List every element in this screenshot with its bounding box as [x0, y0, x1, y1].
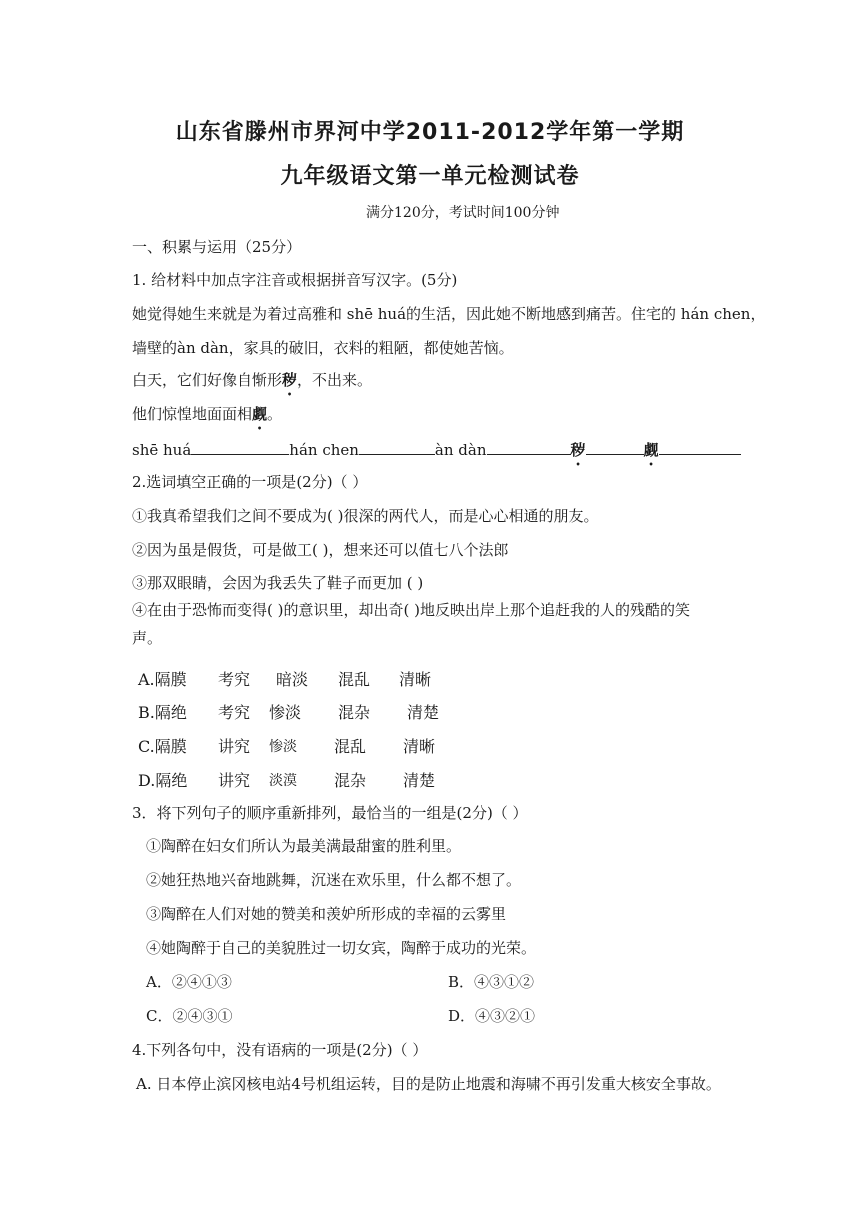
option-word: 混乱 [338, 670, 371, 689]
option-word: 讲究 [218, 771, 251, 790]
document-title: 山东省滕州市界河中学2011-2012学年第一学期 [175, 120, 685, 145]
option-word: 惨淡 [269, 703, 302, 722]
question-1-sentence-2 [132, 370, 372, 399]
option-word: 清晰 [399, 670, 432, 689]
option-word: 清楚 [407, 703, 440, 722]
question-3-prompt: 3．将下列句子的顺序重新排列，最恰当的一组是(2分)（ ） [132, 804, 528, 822]
answer-blank[interactable] [191, 438, 289, 455]
question-3-option-a[interactable]: A．②④①③ [146, 973, 232, 991]
question-2-option-c[interactable] [0, 734, 860, 758]
question-2-option-d[interactable] [0, 768, 860, 792]
blank-label: shē huá [132, 441, 192, 459]
option-word: 混乱 [334, 737, 367, 756]
sentence-text: ，不出来。 [297, 371, 373, 389]
section-heading: 一、积累与运用（25分） [132, 238, 302, 256]
option-word: 讲究 [218, 737, 251, 756]
question-1-prompt: 1. 给材料中加点字注音或根据拼音写汉字。(5分) [132, 271, 458, 289]
answer-blank[interactable] [586, 438, 644, 455]
option-word: 混杂 [334, 771, 367, 790]
sentence-text: 白天，它们好像自惭形 [132, 371, 283, 389]
sentence-text: 他们惊惶地面面相 [132, 405, 253, 423]
option-word: 暗淡 [276, 670, 309, 689]
document-subtitle: 九年级语文第一单元检测试卷 [280, 164, 580, 189]
dotted-character: 秽 [282, 371, 298, 389]
blank-label: 觑 [643, 441, 659, 459]
sentence-text: 。 [267, 405, 283, 423]
option-word: 清楚 [403, 771, 436, 790]
question-2-sentence-4: ④在由于恐怖而变得( )的意识里，却出奇( )地反映出岸上那个追赶我的人的残酷的笑 [132, 601, 690, 619]
answer-blank[interactable] [659, 438, 741, 455]
question-3-sentence-4: ④她陶醉于自己的美貌胜过一切女宾，陶醉于成功的光荣。 [146, 939, 537, 957]
question-2-sentence-1: ①我真希望我们之间不要成为( )很深的两代人，而是心心相通的朋友。 [132, 507, 599, 525]
option-word: 混杂 [338, 703, 371, 722]
question-3-option-c[interactable]: C．②④③① [146, 1007, 233, 1025]
option-label: C.隔膜 [138, 737, 187, 756]
question-2-option-a[interactable] [0, 667, 860, 691]
blank-label: 秽 [570, 441, 586, 459]
answer-blank[interactable] [487, 438, 571, 455]
question-3-option-b[interactable]: B．④③①② [448, 973, 535, 991]
option-word: 考究 [218, 703, 251, 722]
dotted-character: 觑 [252, 405, 268, 423]
option-label: D.隔绝 [138, 771, 188, 790]
answer-blank[interactable] [359, 438, 435, 455]
question-3-option-d[interactable]: D．④③②① [448, 1007, 536, 1025]
question-4-option-a[interactable]: A. 日本停止滨冈核电站4号机组运转，目的是防止地震和海啸不再引发重大核安全事故。 [136, 1075, 721, 1093]
question-3-sentence-2: ②她狂热地兴奋地跳舞，沉迷在欢乐里，什么都不想了。 [146, 871, 522, 889]
question-3-sentence-1: ①陶醉在妇女们所认为最美满最甜蜜的胜利里。 [146, 837, 462, 855]
option-word: 淡漠 [269, 773, 297, 789]
question-1-sentence-3 [132, 404, 282, 433]
question-1-passage-line-1: 她觉得她生来就是为着过高雅和 shē huá的生活，因此她不断地感到痛苦。住宅的 hán chen， [132, 305, 766, 323]
question-2-prompt: 2.选词填空正确的一项是(2分)（ ） [132, 473, 368, 491]
option-word: 清晰 [403, 737, 436, 756]
question-1-passage-line-2: 墙壁的àn dàn，家具的破旧，衣料的粗陋，都使她苦恼。 [132, 339, 514, 357]
option-word: 惨淡 [269, 739, 297, 755]
question-3-sentence-3: ③陶醉在人们对她的赞美和羡妒所形成的幸福的云雾里 [146, 905, 507, 923]
blank-label: hán chen [289, 441, 359, 459]
option-label: B.隔绝 [138, 703, 187, 722]
exam-info: 满分120分，考试时间100分钟 [366, 205, 560, 221]
question-2-sentence-2: ②因为虽是假货，可是做工( )，想来还可以值七八个法郎 [132, 541, 509, 559]
option-label: A.隔膜 [138, 670, 187, 689]
question-1-answer-blanks [132, 438, 741, 469]
question-2-sentence-3: ③那双眼睛，会因为我丢失了鞋子而更加 ( ) [132, 574, 424, 592]
question-2-option-b[interactable] [0, 700, 860, 724]
question-2-sentence-4-cont: 声。 [132, 629, 163, 647]
blank-label: àn dàn [434, 441, 487, 459]
question-4-prompt: 4.下列各句中，没有语病的一项是(2分)（ ） [132, 1041, 428, 1059]
option-word: 考究 [218, 670, 251, 689]
